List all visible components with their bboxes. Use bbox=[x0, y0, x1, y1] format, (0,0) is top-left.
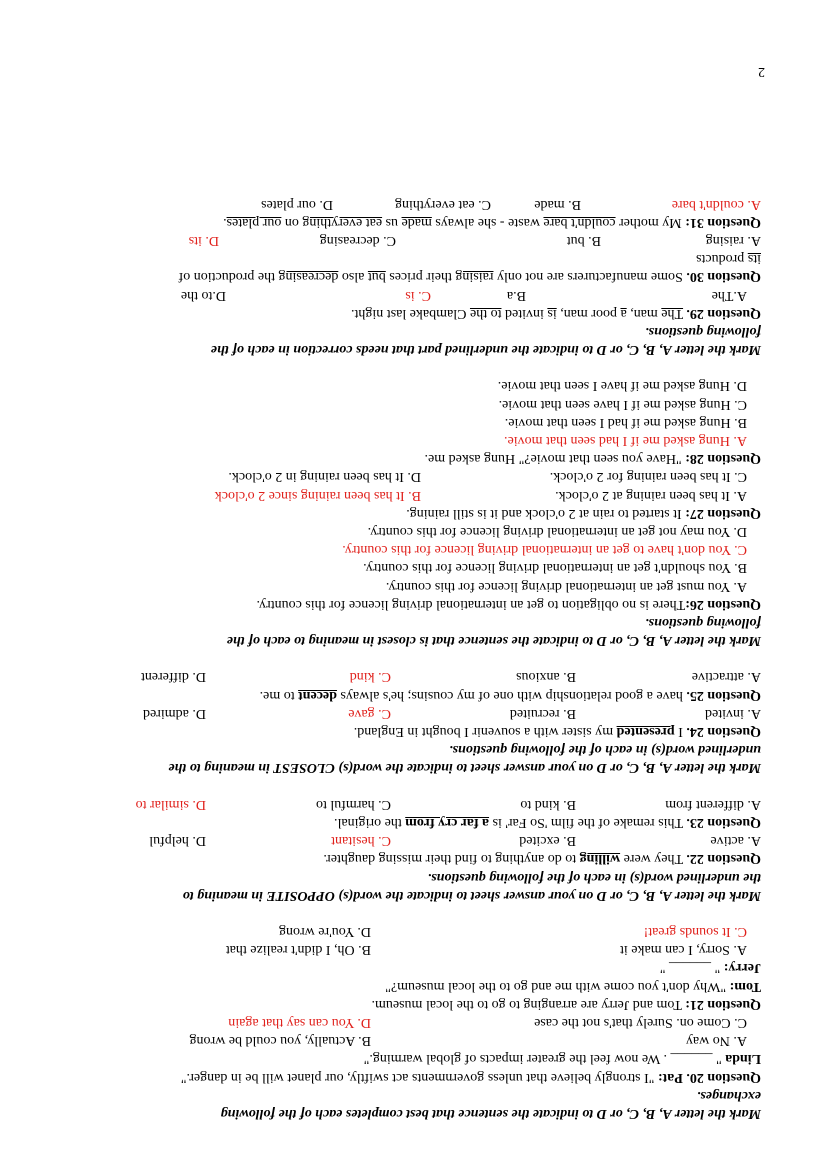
q30-part-a: raising bbox=[455, 269, 494, 285]
question-28 bbox=[61, 449, 761, 467]
q25-underlined-word: decent bbox=[298, 687, 337, 703]
q29-option-c[interactable]: C. is bbox=[405, 287, 431, 303]
q29-part-d: to the bbox=[469, 305, 502, 321]
instruction-closest-line1: Mark the letter A, B, C, or D on your answer sheet to indicate the word(s) CLOSEST in meaning to the bbox=[168, 760, 761, 776]
q21-tom-line bbox=[61, 977, 761, 995]
q30-option-d[interactable]: D. its bbox=[188, 233, 219, 248]
page-number: 2 bbox=[758, 64, 765, 79]
q30-text: the production of bbox=[178, 269, 279, 285]
question-27 bbox=[61, 504, 761, 522]
q20-option-b[interactable]: B. Actually, you could be wrong bbox=[189, 1033, 371, 1049]
question-20-label: Question 20. bbox=[686, 1069, 761, 1085]
q23-text-after: the original. bbox=[334, 815, 406, 830]
q24-underlined-word: presented bbox=[616, 724, 675, 740]
question-23 bbox=[61, 813, 761, 831]
q27-option-c[interactable]: C. It has been raining for 2 o'clock. bbox=[549, 469, 747, 485]
question-31 bbox=[61, 213, 761, 231]
q22-option-d[interactable]: D. helpful bbox=[149, 833, 206, 849]
question-25-label: Question 25. bbox=[686, 687, 761, 703]
q26-option-b[interactable]: B. You shouldn't get an international driving licence for this country. bbox=[363, 560, 747, 576]
q20-option-a[interactable]: A. No way bbox=[685, 1033, 747, 1049]
q24-option-c[interactable]: C. gave bbox=[348, 705, 391, 721]
question-27-label: Question 27: bbox=[685, 505, 761, 521]
question-21 bbox=[61, 995, 761, 1013]
q23-option-d[interactable]: D. similar to bbox=[135, 796, 206, 812]
q24-option-d[interactable]: D. admired bbox=[143, 705, 206, 721]
q30-text: products bbox=[696, 251, 748, 267]
instruction-sentence-line2: following questions. bbox=[645, 614, 761, 630]
q22-options bbox=[61, 831, 761, 849]
q28-option-d[interactable]: D. Hung asked me if have I seen that movie. bbox=[497, 378, 747, 394]
q24-options bbox=[61, 704, 761, 722]
q31-options bbox=[61, 194, 761, 212]
q28-option-b[interactable]: B. Hung asked me if had I seen that movie. bbox=[504, 414, 747, 430]
q31-text: My mother bbox=[615, 214, 686, 230]
question-29-label: Question 29. bbox=[686, 305, 761, 321]
q21-option-b[interactable]: B. Oh, I didn't realize that bbox=[225, 942, 371, 958]
q27-text: It started to rain at 2 o'clock and it is still raining. bbox=[406, 505, 686, 521]
question-24 bbox=[61, 722, 761, 740]
q24-option-a[interactable]: A. invited bbox=[705, 705, 761, 721]
q21-option-c[interactable]: C. It sounds great! bbox=[643, 924, 747, 940]
q29-options bbox=[61, 285, 761, 303]
question-29 bbox=[61, 304, 761, 322]
q31-text: on bbox=[281, 214, 303, 230]
q30-option-a[interactable]: A. raising bbox=[705, 233, 761, 248]
q27-options-row1 bbox=[61, 485, 761, 503]
q20-options-row1 bbox=[61, 1031, 761, 1049]
question-30 bbox=[61, 267, 761, 285]
question-24-label: Question 24. bbox=[686, 724, 761, 740]
q30-text: also bbox=[338, 269, 368, 285]
q26-text: There is no obligation to get an international driving licence for this country. bbox=[256, 596, 686, 612]
q24-text-before: I bbox=[674, 724, 687, 740]
q29-text: invited bbox=[501, 305, 548, 321]
q23-options bbox=[61, 795, 761, 813]
q31-part-a: couldn't bare bbox=[543, 214, 616, 230]
q23-option-a[interactable]: A. different from bbox=[665, 796, 761, 812]
q27-option-a[interactable]: A. It has been raining at 2 o'clock. bbox=[555, 487, 747, 503]
q25-options bbox=[61, 667, 761, 685]
q30-options bbox=[61, 231, 761, 249]
q29-text: poor man, bbox=[556, 305, 621, 321]
q30-part-b: but bbox=[367, 269, 386, 285]
q31-text: . bbox=[223, 214, 227, 230]
q30-line2 bbox=[61, 249, 761, 267]
q22-option-b[interactable]: B. excited bbox=[519, 833, 576, 849]
q22-underlined-word: willing bbox=[579, 851, 621, 867]
q30-text: Some manufacturers are not only bbox=[493, 269, 687, 285]
q31-part-b: made bbox=[401, 214, 432, 230]
q30-part-c: decreasing bbox=[278, 269, 339, 285]
q23-option-c[interactable]: C. harmful to bbox=[315, 796, 391, 812]
q26-option-c[interactable]: C. You don't have to get an international driving licence for this country. bbox=[342, 542, 747, 558]
q30-option-c[interactable]: C. decreasing bbox=[319, 233, 396, 248]
q24-option-b[interactable]: B. recruited bbox=[509, 705, 576, 721]
q27-option-d[interactable]: D. It has been raining in 2 o'clock. bbox=[228, 469, 421, 485]
q31-option-c[interactable]: C. eat everything bbox=[394, 196, 491, 212]
q20-option-c[interactable]: C. Come on. Surely that's not the case bbox=[534, 1015, 747, 1031]
q21-speaker-tom: Tom: bbox=[729, 978, 761, 994]
q25-option-a[interactable]: A. attractive bbox=[691, 669, 761, 685]
question-23-label: Question 23. bbox=[686, 815, 761, 830]
instruction-correction-line2: following questions. bbox=[645, 323, 761, 339]
q21-options-row2 bbox=[61, 922, 761, 940]
q29-part-b: a bbox=[620, 305, 627, 321]
q21-line2: " ______ " bbox=[659, 960, 724, 976]
q30-option-b[interactable]: B. but bbox=[566, 233, 601, 248]
q31-option-b[interactable]: B. made bbox=[534, 196, 581, 212]
q25-option-c[interactable]: C. kind bbox=[349, 669, 391, 685]
instruction-correction-line1: Mark the letter A, B, C, or D to indicate the underlined part that needs correction in each of the bbox=[210, 342, 761, 358]
q29-text: Clambake last night. bbox=[350, 305, 470, 321]
spacer bbox=[61, 904, 761, 922]
exam-content bbox=[61, 194, 761, 1122]
instruction-exchanges-line1: Mark the letter A, B, C, or D to indicate the sentence that best completes each of the following bbox=[220, 1106, 761, 1121]
q21-option-a[interactable]: A. Sorry, I can make it bbox=[620, 942, 747, 958]
q21-speaker-jerry: Jerry: bbox=[723, 960, 761, 976]
q31-text: us bbox=[382, 214, 402, 230]
q31-text: waste - she always bbox=[431, 214, 544, 230]
q26-option-d[interactable]: D. You may not get an international driving licence for this country. bbox=[367, 524, 747, 539]
question-25 bbox=[61, 686, 761, 704]
question-22 bbox=[61, 849, 761, 867]
q29-option-b[interactable]: B.a bbox=[506, 287, 526, 303]
q31-option-d[interactable]: D. our plates bbox=[261, 196, 333, 212]
spacer bbox=[61, 358, 761, 376]
q30-part-d: its bbox=[747, 251, 761, 267]
q29-part-c: is bbox=[547, 305, 557, 321]
q25-text-before: have a good relationship with one of my cousins; he's always bbox=[336, 687, 687, 703]
q21-option-d[interactable]: D. You're wrong bbox=[279, 924, 371, 940]
q21-line1: "Why don't you come with me and go to the local museum?" bbox=[385, 978, 730, 994]
q23-underlined-phrase: a far cry from bbox=[405, 815, 490, 830]
instruction-sentence-line1: Mark the letter A, B, C, or D to indicate the sentence that is closest in meaning to each of the bbox=[226, 633, 761, 649]
q26-option-a[interactable]: A. You must get an international driving licence for this country. bbox=[385, 578, 747, 594]
q20-line2: " ______ . We now feel the greater impacts of global warming." bbox=[363, 1051, 726, 1067]
question-26-label: Question 26: bbox=[685, 596, 761, 612]
q31-part-d: our plates bbox=[226, 214, 282, 230]
instruction-closest-line2: underlined word(s) in each of the following questions. bbox=[449, 742, 761, 758]
q21-text: Tom and Jerry are arranging to go to the local museum. bbox=[371, 996, 686, 1012]
q31-option-a[interactable]: A. couldn't bare bbox=[671, 196, 761, 212]
question-21-label: Question 21: bbox=[685, 996, 761, 1012]
spacer bbox=[61, 649, 761, 667]
q22-option-c[interactable]: C. hesitant bbox=[331, 833, 391, 849]
q27-options-row2 bbox=[61, 467, 761, 485]
q20-line1: "I strongly believe that unless governments act swiftly, our planet will be in danger." bbox=[180, 1069, 658, 1085]
question-20-reply bbox=[61, 1049, 761, 1067]
question-20 bbox=[61, 1067, 761, 1085]
question-26 bbox=[61, 595, 761, 613]
q23-text-before: This remake of the film 'So Far' is bbox=[489, 815, 687, 830]
q31-part-c: eat everything bbox=[302, 214, 383, 230]
q29-text: man, bbox=[626, 305, 662, 321]
q27-option-b[interactable]: B. It has been raining since 2 o'clock bbox=[214, 487, 421, 503]
instruction-opposite-line1: Mark the letter A, B, C, or D on your answer sheet to indicate the word(s) OPPOSITE in meaning to bbox=[182, 887, 761, 903]
spacer bbox=[61, 776, 761, 794]
q24-text-after: my sister with a souvenir I bought in England. bbox=[353, 724, 617, 740]
q22-option-a[interactable]: A. active bbox=[710, 833, 761, 849]
q20-options-row2 bbox=[61, 1013, 761, 1031]
question-28-label: Question 28: bbox=[685, 451, 761, 467]
q30-text: their prices bbox=[385, 269, 456, 285]
q23-option-b[interactable]: B. kind to bbox=[520, 796, 576, 812]
instruction-exchanges-line2: exchanges. bbox=[696, 1087, 761, 1103]
question-30-label: Question 30. bbox=[686, 269, 761, 285]
q21-options-row1 bbox=[61, 940, 761, 958]
q21-jerry-line bbox=[61, 958, 761, 976]
q22-text-after: to do anything to find their missing daughter. bbox=[323, 851, 580, 867]
q22-text-before: They were bbox=[620, 851, 687, 867]
q29-part-a: The bbox=[661, 305, 684, 321]
q20-speaker-pat: Pat: bbox=[657, 1069, 683, 1085]
q20-option-d[interactable]: D. You can say that again bbox=[228, 1015, 371, 1031]
question-22-label: Question 22. bbox=[686, 851, 761, 867]
q25-option-b[interactable]: B. anxious bbox=[516, 669, 576, 685]
q25-text-after: to me. bbox=[259, 687, 299, 703]
q25-option-d[interactable]: D. different bbox=[140, 669, 206, 685]
q28-option-c[interactable]: C. Hung asked me if I have seen that movie. bbox=[498, 396, 747, 412]
question-31-label: Question 31: bbox=[685, 214, 761, 230]
q29-option-d[interactable]: D.to the bbox=[180, 287, 226, 303]
q29-option-a[interactable]: A.The bbox=[711, 287, 747, 303]
q20-speaker-linda: Linda bbox=[725, 1051, 761, 1067]
instruction-opposite-line2: the underlined word(s) in each of the following questions. bbox=[427, 869, 761, 885]
q28-option-a[interactable]: A. Hung asked me if I had seen that movie. bbox=[504, 433, 747, 449]
q28-text: "Have you seen that movie?" Hung asked me. bbox=[424, 451, 686, 467]
